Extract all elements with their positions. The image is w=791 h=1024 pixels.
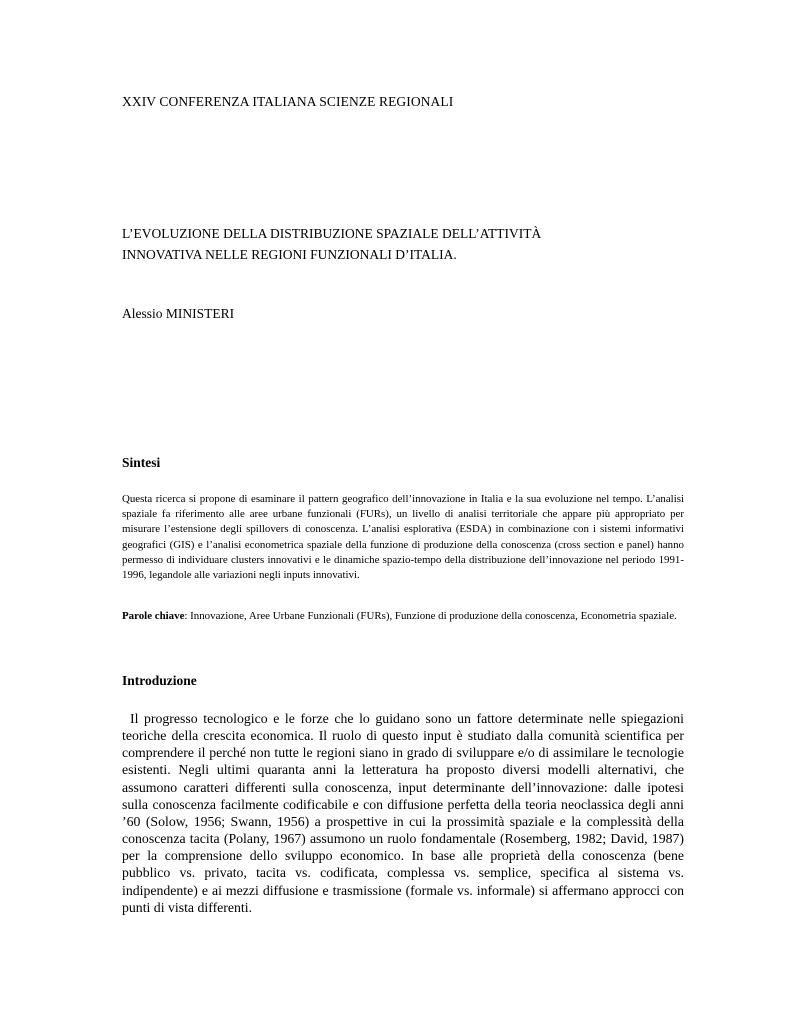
paper-title-line-1: L’EVOLUZIONE DELLA DISTRIBUZIONE SPAZIALE DELL’ATTIVITÀ [122, 226, 542, 241]
abstract-heading: Sintesi [122, 455, 161, 470]
keywords-text: : Innovazione, Aree Urbane Funzionali (FURs), Funzione di produzione della conoscenza, Econometria spaziale. [184, 610, 677, 622]
introduction-text: Il progresso tecnologico e le forze che lo guidano sono un fattore determinate nelle spiegazioni teoriche della crescita economica. Il ruolo di questo input è studiato dalla comunità scientifica per comprendere il perché non tutte le regioni siano in grado di sviluppare e/o di assimilare le tecnologie esistenti. Negli ultimi quaranta anni la letteratura ha proposto diversi modelli alternativi, che assumono caratteri differenti sulla conoscenza, input determinante dell’innovazione: dalle ipotesi sulla conoscenza facilmente codificabile e con diffusione perfetta della teoria neoclassica degli anni ’60 (Solow, 1956; Swann, 1956) a prospettive in cui la prossimità spaziale e la complessità della conoscenza tacita (Polany, 1967) assumono un ruolo fondamentale (Rosemberg, 1982; David, 1987) per la comprensione dello sviluppo economico. In base alle proprietà della conoscenza (bene pubblico vs. privato, tacita vs. codificata, complessa vs. semplice, specifica al sistema vs. indipendente) e ai mezzi diffusione e trasmissione (formale vs. informale) si affermano approcci con punti di vista differenti. [122, 711, 684, 915]
conference-header: XXIV CONFERENZA ITALIANA SCIENZE REGIONALI [122, 94, 454, 109]
author-name: Alessio MINISTERI [122, 306, 235, 321]
keywords [122, 609, 684, 624]
paper-title-line-2: INNOVATIVA NELLE REGIONI FUNZIONALI D’ITALIA. [122, 247, 457, 262]
abstract-text: Questa ricerca si propone di esaminare il pattern geografico dell’innovazione in Italia e la sua evoluzione nel tempo. L’analisi spaziale fa riferimento alle aree urbane funzionali (FURs), un livello di analisi territoriale che appare più appropriato per misurare l’estensione degli spillovers di conoscenza. L’analisi esplorativa (ESDA) in combinazione con i sistemi informativi geografici (GIS) e l’analisi econometrica spaziale della funzione di produzione della conoscenza (cross section e panel) hanno permesso di individuare clusters innovativi e le dinamiche spazio-tempo della distribuzione dell’innovazione nel periodo 1991-1996, legandole alle variazioni negli inputs innovativi. [122, 493, 684, 582]
keywords-label: Parole chiave [122, 610, 185, 622]
paper-title [122, 223, 541, 265]
introduction-heading: Introduzione [122, 673, 197, 688]
